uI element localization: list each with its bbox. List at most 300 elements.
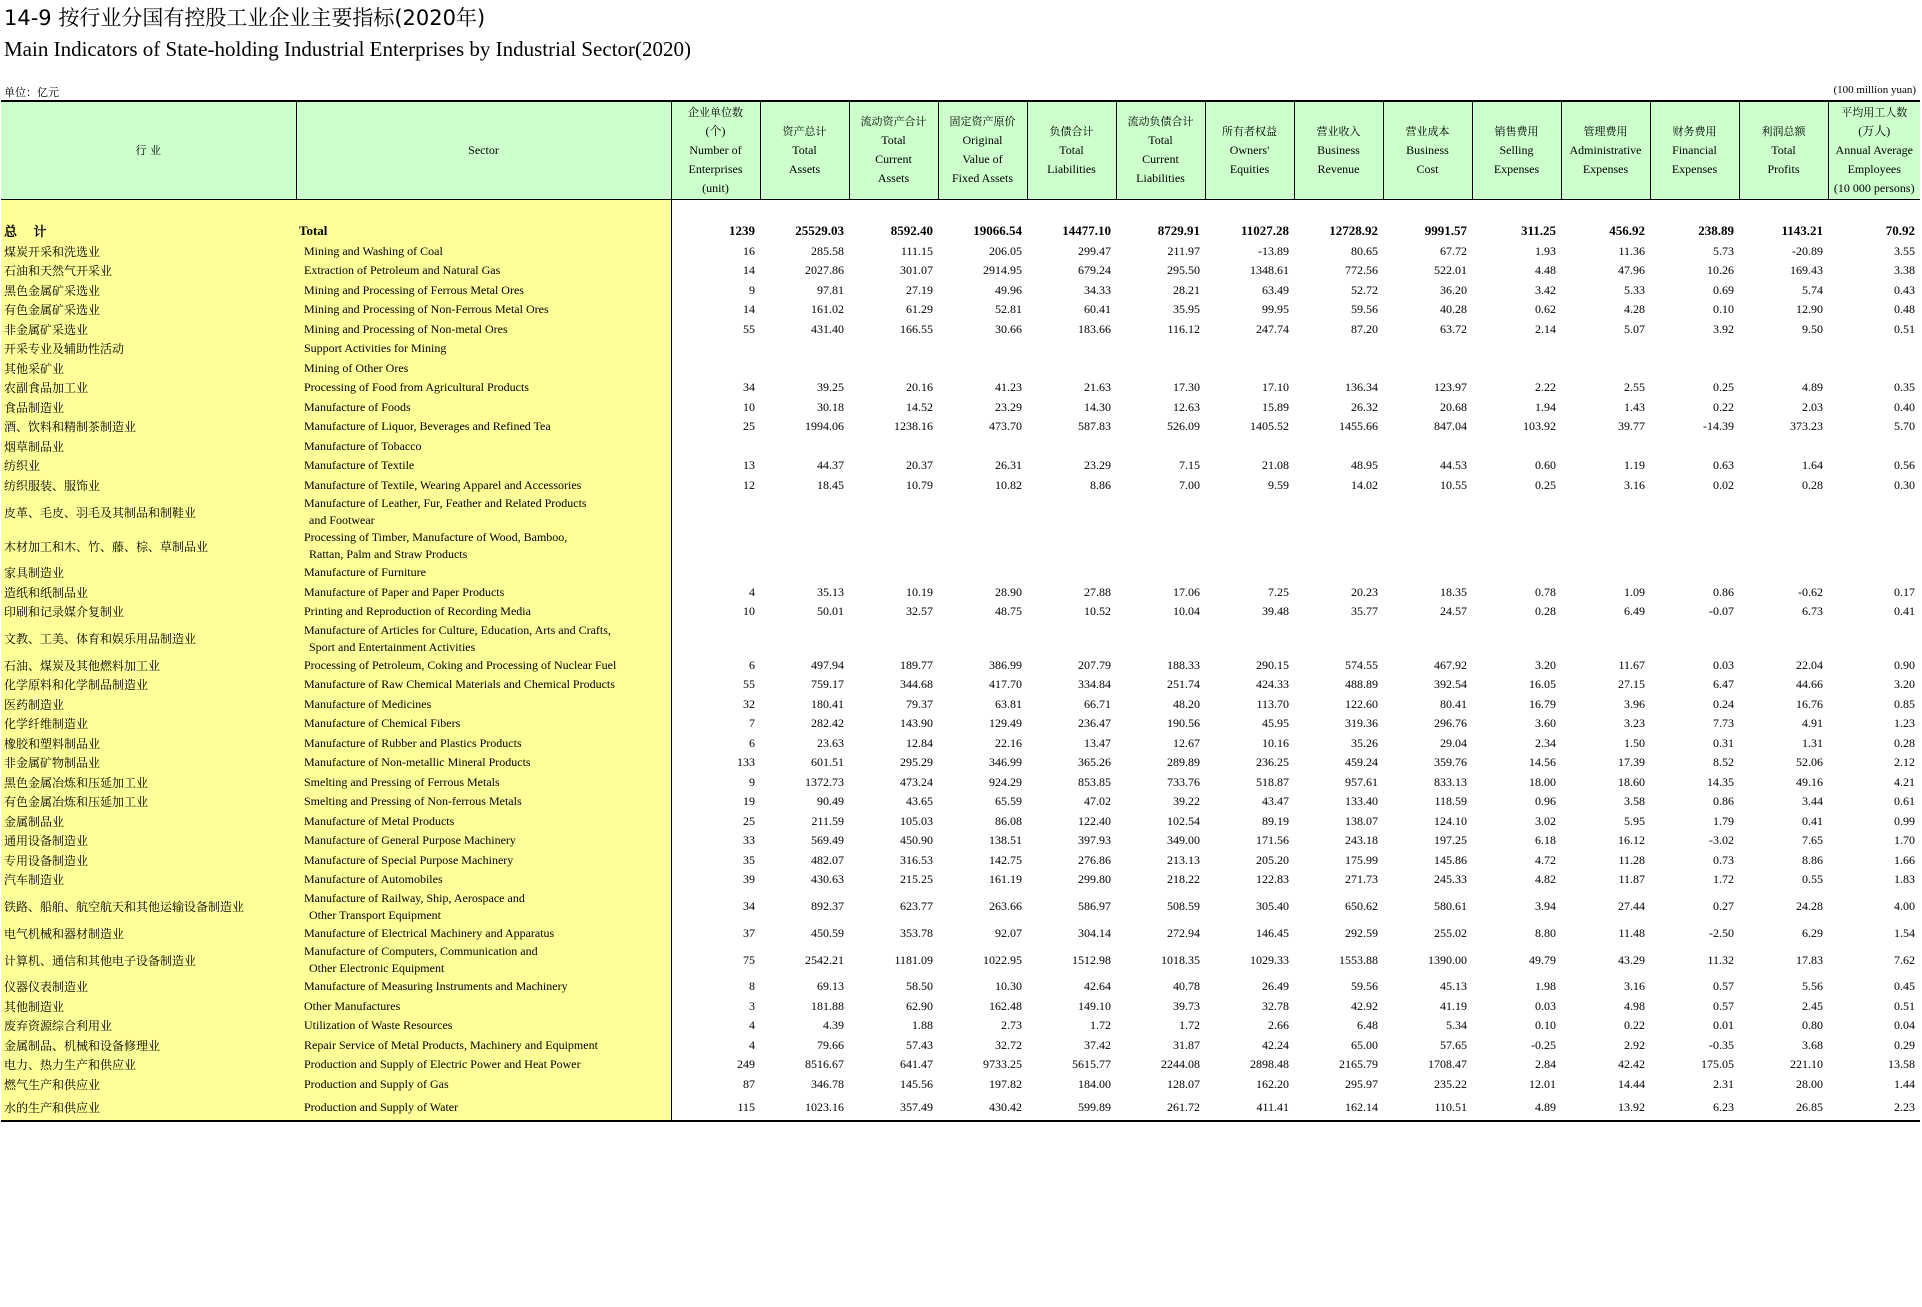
- value-cell: 2.73: [1001, 1018, 1022, 1033]
- value-cell: [671, 529, 760, 563]
- value-cell: 3.55: [1894, 243, 1915, 258]
- spacer-cell: [1472, 199, 1561, 220]
- value-cell: 11027.28: [1240, 222, 1289, 238]
- value-cell: 63.49: [1262, 282, 1289, 297]
- value-cell: 39.22: [1173, 794, 1200, 809]
- value-cell: 13: [743, 458, 755, 473]
- value-cell: 10.30: [995, 979, 1022, 994]
- value-cell: 44.53: [1440, 458, 1467, 473]
- header-col-3: [849, 101, 938, 199]
- spacer-cell: [760, 199, 849, 220]
- industry-name-zh: 非金属矿物制品业: [1, 753, 296, 773]
- value-cell: [1739, 359, 1828, 379]
- header-col-en-line: Fixed Assets: [951, 171, 1013, 186]
- value-cell: 7: [749, 716, 755, 731]
- sector-name-en-line1: Processing of Timber, Manufacture of Wood, Bamboo,: [304, 530, 568, 544]
- header-col-en-line: (unit): [702, 180, 729, 195]
- value-cell: 0.73: [1713, 852, 1734, 867]
- header-col-en-line: Business: [1406, 142, 1449, 157]
- value-cell: 359.76: [1434, 755, 1467, 770]
- value-cell: 346.78: [811, 1076, 844, 1091]
- value-cell: 285.58: [811, 243, 844, 258]
- value-cell: 26.85: [1739, 1094, 1828, 1121]
- industry-name-zh: 专用设备制造业: [1, 851, 296, 871]
- value-cell: 14.30: [1084, 399, 1111, 414]
- value-cell: 97.81: [817, 282, 844, 297]
- header-col-zh: 负债合计: [1049, 124, 1094, 138]
- value-cell: 17.06: [1173, 584, 1200, 599]
- value-cell: 9.50: [1802, 321, 1823, 336]
- value-cell: [1739, 339, 1828, 359]
- sector-name-en: Manufacture of Medicines: [296, 695, 671, 715]
- header-col-zh: 流动资产合计: [860, 115, 927, 129]
- value-cell: 5.34: [1446, 1018, 1467, 1033]
- value-cell: [849, 529, 938, 563]
- header-col-zh: 所有者权益: [1222, 124, 1277, 138]
- value-cell: 10.82: [995, 477, 1022, 492]
- value-cell: 24.57: [1440, 604, 1467, 619]
- value-cell: 3.92: [1713, 321, 1734, 336]
- value-cell: 282.42: [811, 716, 844, 731]
- value-cell: [1650, 563, 1739, 583]
- value-cell: 89.19: [1262, 813, 1289, 828]
- value-cell: [1027, 529, 1116, 563]
- value-cell: 197.25: [1434, 833, 1467, 848]
- value-cell: 1553.88: [1339, 952, 1378, 967]
- value-cell: 19: [743, 794, 755, 809]
- value-cell: 0.41: [1802, 813, 1823, 828]
- header-col-en-line: Financial: [1672, 142, 1717, 157]
- value-cell: [1116, 359, 1205, 379]
- value-cell: [1205, 339, 1294, 359]
- value-cell: 334.84: [1078, 677, 1111, 692]
- value-cell: -14.39: [1703, 419, 1734, 434]
- header-col-en-line: (10 000 persons): [1833, 180, 1915, 195]
- value-cell: 759.17: [811, 677, 844, 692]
- header-col-en-line: Employees: [1847, 161, 1901, 176]
- value-cell: [1383, 563, 1472, 583]
- value-cell: 1708.47: [1428, 1057, 1467, 1072]
- value-cell: 215.25: [900, 872, 933, 887]
- value-cell: [849, 495, 938, 529]
- value-cell: 924.29: [989, 774, 1022, 789]
- value-cell: 52.06: [1796, 755, 1823, 770]
- value-cell: 0.90: [1894, 657, 1915, 672]
- value-cell: 0.03: [1713, 657, 1734, 672]
- table-row: [1, 714, 1920, 734]
- value-cell: -0.07: [1709, 604, 1734, 619]
- value-cell: 2.92: [1624, 1037, 1645, 1052]
- value-cell: [1739, 495, 1828, 529]
- value-cell: 5.74: [1802, 282, 1823, 297]
- value-cell: 49.79: [1529, 952, 1556, 967]
- value-cell: 23.29: [995, 399, 1022, 414]
- table-row: [1, 831, 1920, 851]
- value-cell: 5615.77: [1072, 1057, 1111, 1072]
- value-cell: [1828, 529, 1920, 563]
- header-col-2: [760, 101, 849, 199]
- value-cell: 181.88: [811, 998, 844, 1013]
- value-cell: 0.86: [1713, 584, 1734, 599]
- value-cell: 430.42: [938, 1094, 1027, 1121]
- sector-name-en: [296, 890, 671, 924]
- spacer-cell: [1561, 199, 1650, 220]
- value-cell: 0.03: [1535, 998, 1556, 1013]
- header-col-en-line: Owners': [1229, 142, 1270, 157]
- sector-name-en: Manufacture of Foods: [296, 398, 671, 418]
- value-cell: 57.43: [906, 1037, 933, 1052]
- value-cell: 8592.40: [890, 222, 933, 238]
- industry-name-zh: 电力、热力生产和供应业: [1, 1055, 296, 1075]
- table-row: [1, 1055, 1920, 1075]
- sector-name-en: Manufacture of Electrical Machinery and Apparatus: [296, 924, 671, 944]
- value-cell: 16.76: [1796, 696, 1823, 711]
- value-cell: 5.95: [1624, 813, 1645, 828]
- header-col-1: [671, 101, 760, 199]
- value-cell: 2.66: [1268, 1018, 1289, 1033]
- value-cell: 59.56: [1351, 979, 1378, 994]
- industry-name-zh: 煤炭开采和洗选业: [1, 242, 296, 262]
- value-cell: 12: [743, 477, 755, 492]
- sector-name-en: Mining and Washing of Coal: [296, 242, 671, 262]
- value-cell: 90.49: [817, 794, 844, 809]
- value-cell: [760, 622, 849, 656]
- value-cell: 587.83: [1078, 419, 1111, 434]
- value-cell: 0.63: [1713, 458, 1734, 473]
- header-col-12: [1650, 101, 1739, 199]
- value-cell: 161.02: [811, 302, 844, 317]
- value-cell: 29.04: [1440, 735, 1467, 750]
- value-cell: 2.22: [1535, 380, 1556, 395]
- value-cell: 4.28: [1624, 302, 1645, 317]
- value-cell: 27.15: [1618, 677, 1645, 692]
- value-cell: 14.35: [1707, 774, 1734, 789]
- spacer-cell: [1383, 199, 1472, 220]
- value-cell: [1116, 437, 1205, 457]
- value-cell: 892.37: [811, 899, 844, 913]
- value-cell: 289.89: [1167, 755, 1200, 770]
- table-row: [1, 773, 1920, 793]
- value-cell: 27.44: [1618, 899, 1645, 913]
- table-row: [1, 456, 1920, 476]
- sector-name-en: Manufacture of General Purpose Machinery: [296, 831, 671, 851]
- value-cell: 221.10: [1790, 1057, 1823, 1072]
- header-col-en-line: Total: [1059, 142, 1084, 157]
- sector-name-en: Printing and Reproduction of Recording Media: [296, 602, 671, 622]
- value-cell: [671, 495, 760, 529]
- value-cell: 373.23: [1790, 419, 1823, 434]
- value-cell: [1650, 437, 1739, 457]
- header-industry-zh: 行 业: [1, 101, 296, 199]
- value-cell: -0.35: [1709, 1037, 1734, 1052]
- value-cell: 149.10: [1078, 998, 1111, 1013]
- unit-label-zh: 单位：亿元: [4, 86, 59, 99]
- sector-name-en: Manufacture of Paper and Paper Products: [296, 583, 671, 603]
- value-cell: 42.64: [1084, 979, 1111, 994]
- value-cell: 52.81: [995, 302, 1022, 317]
- sector-name-en: [296, 495, 671, 529]
- value-cell: 31.87: [1173, 1037, 1200, 1052]
- value-cell: 9: [749, 282, 755, 297]
- value-cell: 1.79: [1713, 813, 1734, 828]
- sector-name-en: Manufacture of Special Purpose Machinery: [296, 851, 671, 871]
- value-cell: 188.33: [1167, 657, 1200, 672]
- value-cell: [938, 495, 1027, 529]
- value-cell: [1739, 622, 1828, 656]
- value-cell: 853.85: [1078, 774, 1111, 789]
- header-col-en-line: Value of: [962, 152, 1003, 167]
- table-row: [1, 476, 1920, 496]
- value-cell: 87: [743, 1076, 755, 1091]
- value-cell: 161.19: [989, 872, 1022, 887]
- value-cell: 0.51: [1894, 321, 1915, 336]
- value-cell: 35.95: [1173, 302, 1200, 317]
- value-cell: 4: [749, 1018, 755, 1033]
- value-cell: 1994.06: [805, 419, 844, 434]
- value-cell: [849, 563, 938, 583]
- header-col-en-line: Business: [1317, 142, 1360, 157]
- value-cell: [1294, 622, 1383, 656]
- value-cell: 2898.48: [1250, 1057, 1289, 1072]
- industry-name-zh: 家具制造业: [1, 563, 296, 583]
- value-cell: 0.22: [1624, 1018, 1645, 1033]
- value-cell: 236.25: [1256, 755, 1289, 770]
- value-cell: 63.72: [1440, 321, 1467, 336]
- value-cell: 55: [743, 677, 755, 692]
- value-cell: 39.48: [1262, 604, 1289, 619]
- table-row: [1, 602, 1920, 622]
- page-title-zh: 14-9 按行业分国有控股工业企业主要指标(2020年): [4, 6, 486, 30]
- spacer-cell: [296, 199, 671, 220]
- value-cell: 0.69: [1713, 282, 1734, 297]
- value-cell: 1239: [729, 222, 755, 238]
- header-col-zh: 管理费用: [1583, 124, 1628, 138]
- sector-name-en: [296, 943, 671, 977]
- industry-name-zh: 医药制造业: [1, 695, 296, 715]
- industry-name-zh: 黑色金属矿采选业: [1, 281, 296, 301]
- value-cell: 1.93: [1535, 243, 1556, 258]
- table-row: [1, 417, 1920, 437]
- value-cell: 1018.35: [1161, 952, 1200, 967]
- value-cell: 18.35: [1440, 584, 1467, 599]
- value-cell: 8.80: [1535, 925, 1556, 940]
- value-cell: 122.40: [1078, 813, 1111, 828]
- value-cell: 32.72: [995, 1037, 1022, 1052]
- value-cell: 10.19: [906, 584, 933, 599]
- value-cell: 1.94: [1535, 399, 1556, 414]
- value-cell: 58.50: [906, 979, 933, 994]
- value-cell: [1650, 359, 1739, 379]
- industry-name-zh: 金属制品、机械和设备修理业: [1, 1036, 296, 1056]
- value-cell: 0.04: [1894, 1018, 1915, 1033]
- header-col-en-line: Equities: [1229, 161, 1270, 176]
- header-col-11: [1561, 101, 1650, 199]
- sector-name-en: Mining of Other Ores: [296, 359, 671, 379]
- value-cell: 57.65: [1440, 1037, 1467, 1052]
- sector-name-en-line2: and Footwear: [309, 513, 375, 527]
- value-cell: 497.94: [811, 657, 844, 672]
- value-cell: 3.58: [1624, 794, 1645, 809]
- header-col-13: [1739, 101, 1828, 199]
- value-cell: 2.84: [1535, 1057, 1556, 1072]
- value-cell: 0.57: [1713, 998, 1734, 1013]
- value-cell: 650.62: [1345, 899, 1378, 913]
- industry-name-zh: 橡胶和塑料制品业: [1, 734, 296, 754]
- value-cell: 12.01: [1529, 1076, 1556, 1091]
- value-cell: 349.00: [1167, 833, 1200, 848]
- value-cell: 304.14: [1078, 925, 1111, 940]
- value-cell: 0.56: [1894, 458, 1915, 473]
- value-cell: 35.13: [817, 584, 844, 599]
- value-cell: 87.20: [1351, 321, 1378, 336]
- header-col-en-line: Administrative: [1569, 142, 1642, 157]
- value-cell: 122.60: [1345, 696, 1378, 711]
- sector-name-en: Processing of Petroleum, Coking and Processing of Nuclear Fuel: [296, 656, 671, 676]
- table-row: [1, 261, 1920, 281]
- table-row: [1, 1075, 1920, 1095]
- value-cell: 276.86: [1078, 852, 1111, 867]
- value-cell: 1029.33: [1250, 952, 1289, 967]
- header-col-14: [1828, 101, 1920, 199]
- value-cell: 1181.09: [894, 952, 933, 967]
- value-cell: 6.29: [1802, 925, 1823, 940]
- value-cell: 47.96: [1618, 263, 1645, 278]
- value-cell: 1.09: [1624, 584, 1645, 599]
- value-cell: 1.88: [912, 1018, 933, 1033]
- value-cell: 19066.54: [973, 222, 1022, 238]
- value-cell: 30.18: [817, 399, 844, 414]
- value-cell: 1238.16: [894, 419, 933, 434]
- header-col-en-line: Cost: [1416, 161, 1439, 176]
- sector-name-en: Mining and Processing of Ferrous Metal Ores: [296, 281, 671, 301]
- sector-name-en: Production and Supply of Water: [296, 1094, 671, 1121]
- value-cell: 34.33: [1084, 282, 1111, 297]
- value-cell: 6.18: [1535, 833, 1556, 848]
- value-cell: 3.23: [1624, 716, 1645, 731]
- table-row: [1, 398, 1920, 418]
- total-row: [1, 220, 1920, 242]
- header-col-en-line: Total: [1148, 133, 1173, 148]
- industry-name-zh: 化学原料和化学制品制造业: [1, 675, 296, 695]
- value-cell: 1.19: [1624, 458, 1645, 473]
- value-cell: 1.31: [1802, 735, 1823, 750]
- value-cell: 14.56: [1529, 755, 1556, 770]
- spacer-cell: [849, 199, 938, 220]
- value-cell: 162.14: [1294, 1094, 1383, 1121]
- value-cell: 28.00: [1796, 1076, 1823, 1091]
- value-cell: [1561, 359, 1650, 379]
- value-cell: 0.30: [1894, 477, 1915, 492]
- header-col-en-line: Revenue: [1317, 161, 1360, 176]
- value-cell: 33: [743, 833, 755, 848]
- value-cell: 1348.61: [1250, 263, 1289, 278]
- value-cell: 205.20: [1256, 852, 1289, 867]
- value-cell: 0.86: [1713, 794, 1734, 809]
- value-cell: 42.92: [1351, 998, 1378, 1013]
- value-cell: 305.40: [1256, 899, 1289, 913]
- value-cell: 32.57: [906, 604, 933, 619]
- value-cell: 136.34: [1345, 380, 1378, 395]
- sector-name-en: Smelting and Pressing of Ferrous Metals: [296, 773, 671, 793]
- value-cell: 18.45: [817, 477, 844, 492]
- value-cell: 26.31: [995, 458, 1022, 473]
- value-cell: 11.67: [1618, 657, 1645, 672]
- sector-name-en: Manufacture of Furniture: [296, 563, 671, 583]
- value-cell: 10.04: [1173, 604, 1200, 619]
- value-cell: 4.89: [1472, 1094, 1561, 1121]
- value-cell: 1372.73: [805, 774, 844, 789]
- table-row: [1, 281, 1920, 301]
- value-cell: 10: [743, 399, 755, 414]
- value-cell: 17.83: [1796, 952, 1823, 967]
- spacer-cell: [1116, 199, 1205, 220]
- value-cell: 733.76: [1167, 774, 1200, 789]
- value-cell: 69.13: [817, 979, 844, 994]
- value-cell: 26.49: [1262, 979, 1289, 994]
- value-cell: 10.26: [1707, 263, 1734, 278]
- value-cell: 251.74: [1167, 677, 1200, 692]
- value-cell: 2542.21: [805, 952, 844, 967]
- value-cell: 10.16: [1262, 735, 1289, 750]
- table-row: [1, 695, 1920, 715]
- sector-name-en: Production and Supply of Electric Power and Heat Power: [296, 1055, 671, 1075]
- value-cell: 295.97: [1345, 1076, 1378, 1091]
- value-cell: 2.31: [1713, 1076, 1734, 1091]
- value-cell: 18.00: [1529, 774, 1556, 789]
- value-cell: 65.00: [1351, 1037, 1378, 1052]
- value-cell: 5.70: [1894, 419, 1915, 434]
- industry-name-zh: 仪器仪表制造业: [1, 977, 296, 997]
- value-cell: 847.04: [1434, 419, 1467, 434]
- value-cell: 45.95: [1262, 716, 1289, 731]
- value-cell: 482.07: [811, 852, 844, 867]
- industry-name-zh: 其他采矿业: [1, 359, 296, 379]
- value-cell: 0.28: [1894, 735, 1915, 750]
- value-cell: 679.24: [1078, 263, 1111, 278]
- value-cell: [1294, 495, 1383, 529]
- value-cell: 13.92: [1561, 1094, 1650, 1121]
- value-cell: 0.57: [1713, 979, 1734, 994]
- value-cell: [1472, 622, 1561, 656]
- value-cell: 7.73: [1713, 716, 1734, 731]
- table-row: [1, 924, 1920, 944]
- value-cell: 11.36: [1618, 243, 1645, 258]
- industry-name-zh: 皮革、毛皮、羽毛及其制品和制鞋业: [1, 495, 296, 529]
- sector-name-en: Mining and Processing of Non-Ferrous Metal Ores: [296, 300, 671, 320]
- value-cell: 11.28: [1618, 852, 1645, 867]
- value-cell: 23.63: [817, 735, 844, 750]
- value-cell: 32.78: [1262, 998, 1289, 1013]
- value-cell: 1390.00: [1428, 952, 1467, 967]
- value-cell: 301.07: [900, 263, 933, 278]
- value-cell: 60.41: [1084, 302, 1111, 317]
- value-cell: 169.43: [1790, 263, 1823, 278]
- value-cell: 1.98: [1535, 979, 1556, 994]
- value-cell: 0.10: [1713, 302, 1734, 317]
- value-cell: [1027, 359, 1116, 379]
- value-cell: 6.48: [1357, 1018, 1378, 1033]
- value-cell: 113.70: [1256, 696, 1289, 711]
- value-cell: 14.44: [1618, 1076, 1645, 1091]
- value-cell: 411.41: [1205, 1094, 1294, 1121]
- value-cell: 0.27: [1713, 899, 1734, 913]
- value-cell: 123.97: [1434, 380, 1467, 395]
- value-cell: [1472, 437, 1561, 457]
- value-cell: [760, 359, 849, 379]
- sector-name-en: Support Activities for Mining: [296, 339, 671, 359]
- value-cell: [671, 437, 760, 457]
- value-cell: 0.48: [1894, 302, 1915, 317]
